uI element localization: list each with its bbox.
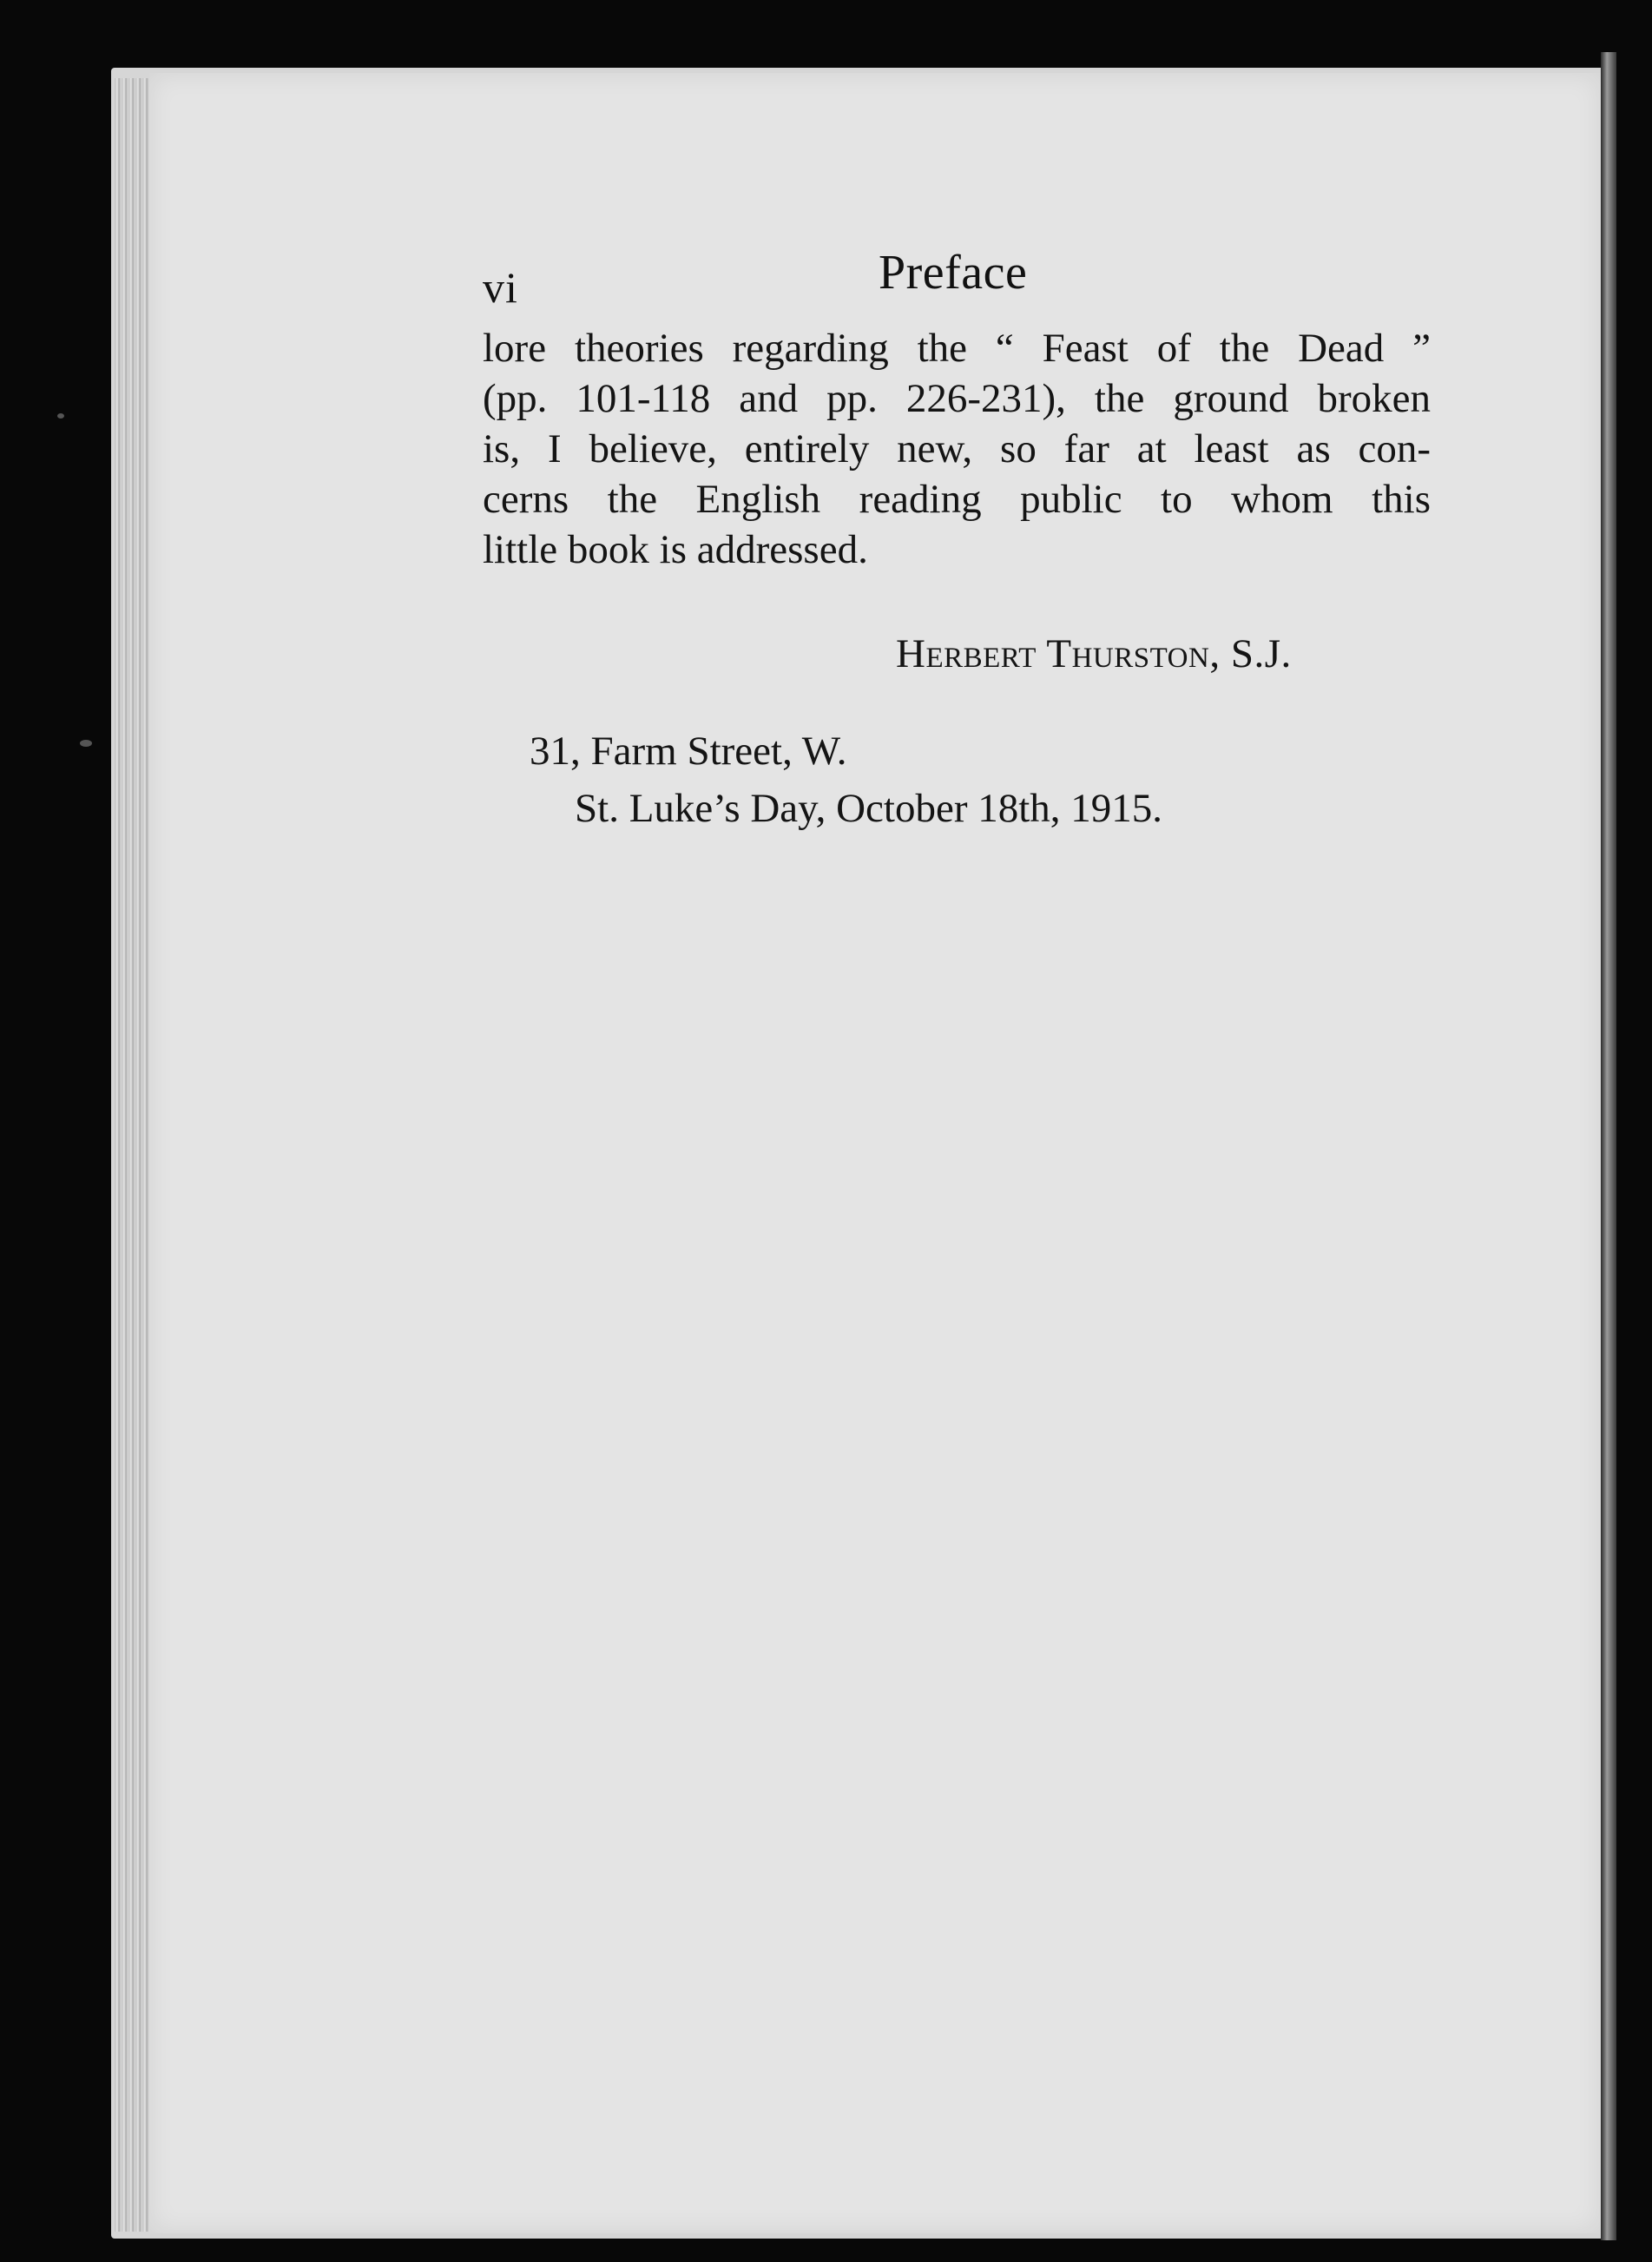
dust-speck — [80, 740, 92, 747]
running-title: Preface — [879, 246, 1028, 300]
address-street: 31, Farm Street, W. — [530, 729, 847, 774]
body-line: is, I believe, entirely new, so far at least as con- — [483, 426, 1431, 472]
author-suffix: , S.J. — [1209, 631, 1292, 676]
dateline — [530, 722, 1162, 837]
page-number: vi — [483, 263, 518, 312]
dust-speck — [57, 413, 64, 419]
body-line: lore theories regarding the “ Feast of the Dead ” — [483, 326, 1431, 371]
body-line: cerns the English reading public to whom this — [483, 477, 1431, 522]
address-date: St. Luke’s Day, October 18th, 1915. — [575, 786, 1163, 831]
author-signature — [896, 630, 1292, 677]
author-name: Herbert Thurston — [896, 631, 1210, 676]
body-line: little book is addressed. — [483, 527, 868, 572]
running-head — [483, 245, 1438, 314]
body-line: (pp. 101-118 and pp. 226-231), the ground broken — [483, 376, 1431, 421]
body-paragraph — [483, 323, 1431, 575]
book-spine-edge — [1601, 52, 1616, 2240]
